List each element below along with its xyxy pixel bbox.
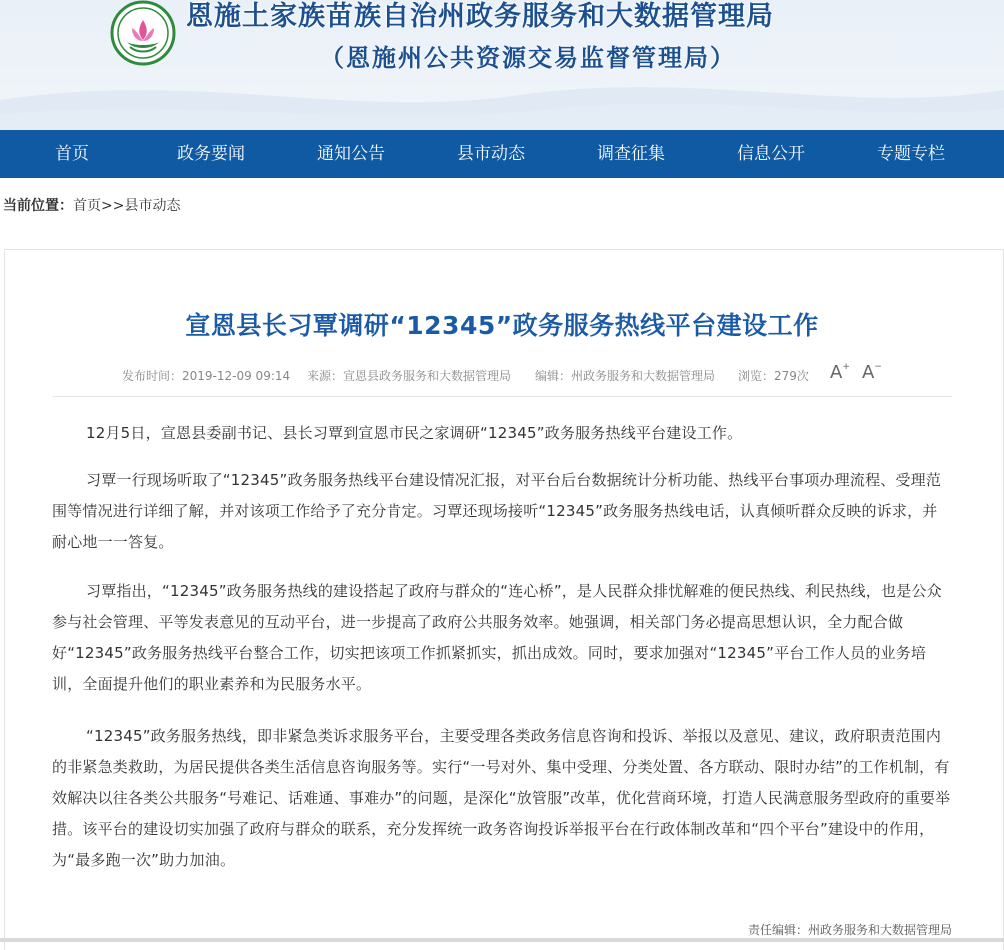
article-paragraph: 12月5日，宣恩县委副书记、县长习覃到宣恩市民之家调研“12345”政务服务热线平台建设工作。 bbox=[86, 424, 743, 442]
article-paragraph: 习覃一行现场听取了“12345”政务服务热线平台建设情况汇报，对平台后台数据统计分析功能、热线平台事项办理流程、受理范围等情况进行详细了解，并对该项工作给予了充分肯定。习覃还现场接听“12345”政务服务热线电话，认真倾听群众反映的诉求，并耐心地一一答复。 bbox=[52, 471, 942, 551]
breadcrumb-home-link[interactable]: 首页 bbox=[73, 198, 101, 214]
article-paragraph: 习覃指出，“12345”政务服务热线的建设搭起了政府与群众的“连心桥”，是人民群众排忧解难的便民热线、利民热线，也是公众参与社会管理、平等发表意见的互动平台，进一步提高了政府公共服务效率。她强调，相关部门务必提高思想认识，全力配合做好“12345”政务服务热线平台整合工作，切实把该项工作抓紧抓实，抓出成效。同时，要求加强对“12345”平台工作人员的业务培训，全面提升他们的职业素养和为民服务水平。 bbox=[52, 582, 942, 693]
org-subtitle: （恩施州公共资源交易监督管理局） bbox=[320, 43, 736, 72]
nav-item-home[interactable]: 首页 bbox=[55, 144, 89, 164]
nav-item-survey[interactable]: 调查征集 bbox=[597, 144, 665, 164]
article-paragraph: “12345”政务服务热线，即非紧急类诉求服务平台，主要受理各类政务信息咨询和投诉、举报以及意见、建议，政府职责范围内的非紧急类救助，为居民提供各类生活信息咨询服务等。实行“一号对外、集中受理、分类处置、各方联动、限时办结”的工作机制，有效解决以往各类公共服务“号难记、话难通、事难办”的问题，是深化“放管服”改革，优化营商环境，打造人民满意服务型政府的重要举措。该平台的建设切实加强了政府与群众的联系，充分发挥统一政务咨询投诉举报平台在行政体制改革和“四个平台”建设中的作用，为“最多跑一次”助力加油。 bbox=[52, 727, 951, 869]
breadcrumb-label: 当前位置： bbox=[3, 198, 73, 214]
breadcrumb-separator: >> bbox=[101, 198, 125, 214]
horizontal-scrollbar[interactable] bbox=[0, 938, 1004, 942]
font-decrease-button[interactable] bbox=[862, 362, 882, 383]
nav-item-info-disclosure[interactable]: 信息公开 bbox=[737, 144, 805, 164]
lotus-emblem-icon bbox=[110, 0, 176, 66]
article-editor: 编辑：州政务服务和大数据管理局 bbox=[535, 369, 716, 383]
font-increase-label: A bbox=[830, 362, 843, 383]
nav-item-notices[interactable]: 通知公告 bbox=[317, 144, 385, 164]
font-decrease-label: A bbox=[862, 362, 875, 383]
breadcrumb-current-link[interactable]: 县市动态 bbox=[124, 198, 181, 214]
org-title: 恩施土家族苗族自治州政务服务和大数据管理局 bbox=[186, 1, 774, 32]
plus-icon: + bbox=[842, 362, 850, 372]
article-source: 来源：宣恩县政务服务和大数据管理局 bbox=[307, 369, 512, 383]
responsible-editor: 责任编辑：州政务服务和大数据管理局 bbox=[747, 923, 952, 937]
minus-icon: − bbox=[874, 362, 882, 372]
nav-item-special-topics[interactable]: 专题专栏 bbox=[877, 144, 945, 164]
nav-item-county-news[interactable]: 县市动态 bbox=[457, 144, 525, 164]
main-nav bbox=[0, 130, 1004, 178]
breadcrumb bbox=[3, 195, 180, 215]
article-title: 宣恩县长习覃调研“12345”政务服务热线平台建设工作 bbox=[185, 311, 819, 340]
font-increase-button[interactable] bbox=[830, 362, 850, 383]
header-banner bbox=[0, 0, 1004, 130]
nav-item-news[interactable]: 政务要闻 bbox=[177, 144, 245, 164]
publish-time: 发布时间：2019-12-09 09:14 bbox=[122, 369, 291, 383]
title-divider bbox=[52, 396, 952, 397]
view-count: 浏览：279次 bbox=[738, 369, 809, 383]
